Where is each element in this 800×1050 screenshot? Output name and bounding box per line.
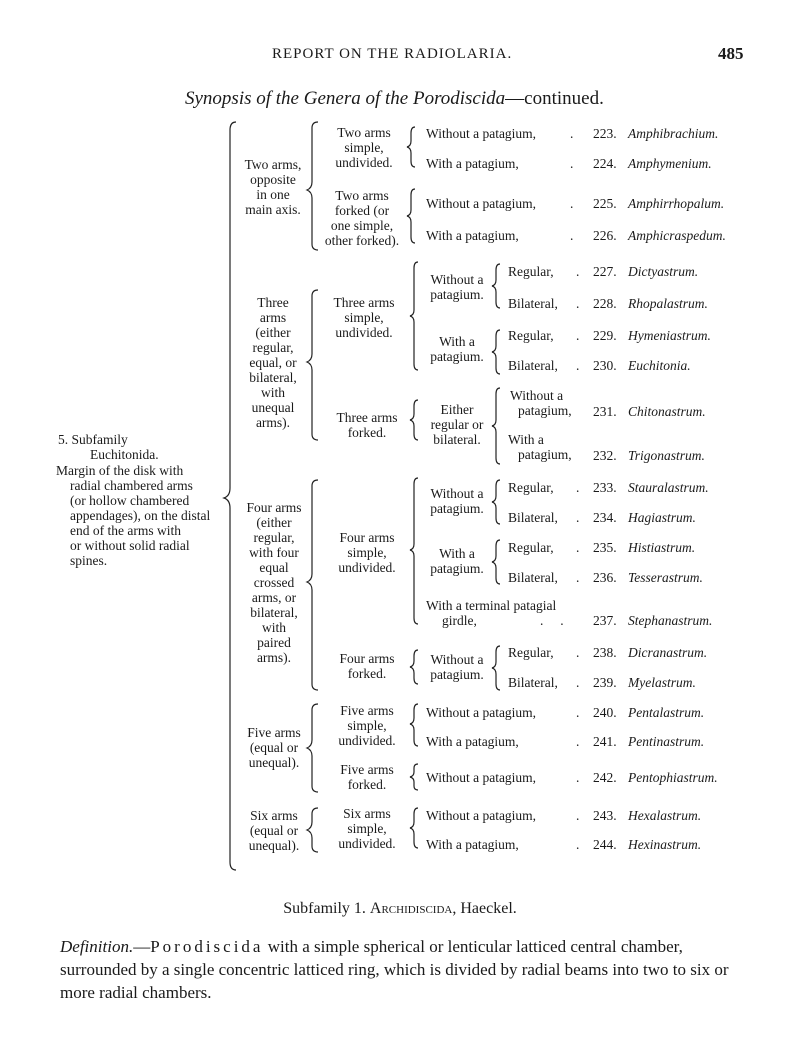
leader-dot: . — [576, 645, 580, 660]
brace-three — [307, 290, 318, 440]
section-prefix: Subfamily 1. — [283, 900, 366, 917]
leader-dot: . — [570, 126, 574, 141]
desc-line: appendages), on the distal — [70, 508, 211, 523]
genus-name: Amphibrachium. — [628, 126, 719, 141]
sub-line: Three arms — [336, 410, 398, 425]
genus-number: 235. — [593, 540, 617, 555]
genus-number: 223. — [593, 126, 617, 141]
mid-either — [420, 402, 494, 447]
sub-line: Five arms — [340, 762, 394, 777]
mid-line: Without a — [430, 652, 484, 667]
genus-name: Trigonastrum. — [628, 448, 705, 463]
genus-name: Dictyastrum. — [628, 264, 699, 279]
genus-number: 228. — [593, 296, 617, 311]
group-line: Four arms — [246, 500, 302, 515]
sub-line: one simple, — [330, 218, 394, 233]
leaf-label: Regular, — [508, 540, 554, 555]
leaf-line: patagium, — [518, 447, 572, 462]
leaf-line: With a terminal patagial — [426, 598, 557, 613]
group-line: opposite — [250, 172, 296, 187]
mid-line: With a — [439, 546, 475, 561]
genus-name: Euchitonia. — [628, 358, 691, 373]
desc-line: end of the arms with — [70, 523, 181, 538]
group-line: (equal or — [249, 740, 299, 755]
group-line: Six arms — [250, 808, 298, 823]
group-line: main axis. — [245, 202, 301, 217]
leader-dot: . — [576, 358, 580, 373]
genus-number: 236. — [593, 570, 617, 585]
genus-name: Hexalastrum. — [628, 808, 702, 823]
definition-dash: — — [133, 937, 151, 956]
genus-name: Histiastrum. — [628, 540, 696, 555]
sub-line: undivided. — [338, 733, 396, 748]
sub-line: simple, — [347, 718, 387, 733]
genus-name: Chitonastrum. — [628, 404, 706, 419]
leaf-label: With a patagium, — [426, 156, 519, 171]
leader-dot: . — [576, 570, 580, 585]
leaf-line: patagium, — [518, 403, 572, 418]
sub-six-simple — [322, 806, 412, 851]
group-four-arms — [240, 500, 308, 665]
brace-four-forked-without — [492, 646, 500, 690]
leader-dot: . — [576, 296, 580, 311]
genus-number: 230. — [593, 358, 617, 373]
brace-four-with — [492, 540, 500, 584]
mid-line: Without a — [430, 272, 484, 287]
leaf-label: Bilateral, — [508, 358, 558, 373]
brace-four-without — [492, 480, 500, 524]
section-heading — [0, 900, 800, 918]
sub-line: Two arms — [337, 125, 391, 140]
group-line: unequal). — [248, 838, 300, 853]
definition-text: with a simple spherical or lenticular latticed central chamber, surrounded by a single concentric latticed ring, which is divided by radial beams into two to six or more radial chambers. — [60, 937, 729, 1002]
leaf-line: Without a — [510, 388, 564, 403]
genus-number: 237. — [593, 613, 617, 628]
leaf-label: Without a patagium, — [426, 705, 537, 720]
mid-with-patagium-3 — [422, 334, 492, 364]
brace-two-simple — [407, 127, 415, 167]
group-line: paired — [257, 635, 291, 650]
genus-name: Dicranastrum. — [628, 645, 708, 660]
synopsis-title-text: Synopsis of the Genera of the Porodiscida — [185, 88, 506, 109]
sub-line: undivided. — [338, 836, 396, 851]
group-three-arms — [240, 295, 306, 430]
genus-number: 224. — [593, 156, 617, 171]
group-line: unequal). — [248, 755, 300, 770]
genus-number: 241. — [593, 734, 617, 749]
group-five-arms — [240, 725, 308, 770]
genus-name: Myelastrum. — [628, 675, 696, 690]
mid-without-patagium-4f — [422, 652, 492, 682]
group-line: Two arms, — [244, 157, 302, 172]
desc-line: Margin of the disk with — [56, 463, 184, 478]
genus-name: Hymeniastrum. — [628, 328, 711, 343]
group-line: (either — [256, 515, 292, 530]
group-line: arms). — [256, 650, 292, 665]
sub-line: undivided. — [335, 325, 393, 340]
genus-name: Rhopalastrum. — [628, 296, 708, 311]
group-six-arms — [240, 808, 308, 853]
leader-dot: . — [576, 540, 580, 555]
genus-number: 242. — [593, 770, 617, 785]
sub-line: Four arms — [339, 530, 395, 545]
leaf-label — [426, 598, 556, 628]
genus-number: 240. — [593, 705, 617, 720]
genus-number: 232. — [593, 448, 617, 463]
sub-five-simple — [322, 703, 412, 748]
group-line: unequal — [251, 400, 295, 415]
leaf-label: Regular, — [508, 264, 554, 279]
group-line: equal, or — [249, 355, 297, 370]
genus-number: 244. — [593, 837, 617, 852]
sub-line: forked. — [347, 666, 387, 681]
genus-number: 238. — [593, 645, 617, 660]
leaf-label — [508, 388, 572, 418]
leader-dot: . — [576, 480, 580, 495]
group-line: crossed — [253, 575, 295, 590]
group-line: in one — [256, 187, 290, 202]
genus-name: Pentophiastrum. — [628, 770, 718, 785]
genus-name: Amphicraspedum. — [628, 228, 726, 243]
genus-name: Amphymenium. — [628, 156, 712, 171]
brace-four — [307, 480, 318, 690]
group-line: regular, — [252, 340, 294, 355]
group-line: regular, — [253, 530, 295, 545]
group-line: (equal or — [249, 823, 299, 838]
leader-dot: . — [570, 156, 574, 171]
leader-dot: . — [576, 734, 580, 749]
leaf-label: Bilateral, — [508, 675, 558, 690]
leaf-line: girdle, — [442, 613, 477, 628]
genus-number: 231. — [593, 404, 617, 419]
leader-dot: . . — [540, 613, 564, 628]
mid-line: Either — [440, 402, 474, 417]
sub-line: Four arms — [339, 651, 395, 666]
group-line: with — [260, 385, 285, 400]
genus-number: 234. — [593, 510, 617, 525]
mid-line: patagium. — [430, 561, 484, 576]
desc-line: or without solid radial — [70, 538, 190, 553]
leaf-label: Regular, — [508, 328, 554, 343]
sub-four-forked — [322, 651, 412, 681]
leaf-label: With a patagium, — [426, 837, 519, 852]
group-line: with — [261, 620, 286, 635]
leaf-label: Without a patagium, — [426, 770, 537, 785]
brace-two-forked — [407, 189, 415, 243]
mid-line: patagium. — [430, 287, 484, 302]
mid-line: patagium. — [430, 501, 484, 516]
definition-label: Definition. — [60, 937, 134, 956]
sub-line: forked. — [347, 777, 387, 792]
leaf-label: Without a patagium, — [426, 126, 537, 141]
mid-line: With a — [439, 334, 475, 349]
leaf-label: With a patagium, — [426, 734, 519, 749]
group-line: (either — [255, 325, 291, 340]
brace-six — [307, 808, 318, 852]
page-number: 485 — [718, 44, 744, 63]
brace-without-regular — [492, 264, 500, 308]
group-line: equal — [259, 560, 289, 575]
group-two-arms — [240, 157, 306, 217]
leaf-label: Without a patagium, — [426, 196, 537, 211]
sub-line: simple, — [344, 310, 384, 325]
genus-name: Hexinastrum. — [628, 837, 702, 852]
sub-line: simple, — [344, 140, 384, 155]
leaf-label: Bilateral, — [508, 296, 558, 311]
genus-name: Pentinastrum. — [628, 734, 705, 749]
sub-three-forked — [322, 410, 412, 440]
definition-term: Porodiscida — [150, 937, 264, 956]
group-line: arms). — [255, 415, 291, 430]
sub-line: forked (or — [334, 203, 390, 218]
group-line: bilateral, — [250, 605, 298, 620]
genus-name: Amphirrhopalum. — [628, 196, 725, 211]
leader-dot: . — [576, 837, 580, 852]
leaf-label: Bilateral, — [508, 510, 558, 525]
leaf-label — [508, 432, 572, 462]
leader-dot: . — [576, 510, 580, 525]
section-name: Archidiscida — [369, 900, 453, 917]
sub-five-forked — [322, 762, 412, 792]
leaf-label: With a patagium, — [426, 228, 519, 243]
genus-name: Tesserastrum. — [628, 570, 703, 585]
mid-with-patagium-4 — [422, 546, 492, 576]
genus-number: 227. — [593, 264, 617, 279]
leader-dot: . — [576, 264, 580, 279]
genus-name: Pentalastrum. — [628, 705, 705, 720]
genus-number: 229. — [593, 328, 617, 343]
sub-three-simple — [322, 295, 406, 340]
brace-five — [307, 704, 318, 792]
genus-number: 239. — [593, 675, 617, 690]
running-title: REPORT ON THE RADIOLARIA. — [272, 46, 513, 62]
sub-line: Six arms — [343, 806, 391, 821]
sub-line: Three arms — [333, 295, 395, 310]
leaf-label: Without a patagium, — [426, 808, 537, 823]
sub-two-simple — [322, 125, 406, 170]
leaf-label: Regular, — [508, 645, 554, 660]
subfamily-name-line: Euchitonida. — [90, 447, 159, 462]
section-suffix: , Haeckel. — [452, 900, 517, 917]
group-line: Three — [257, 295, 289, 310]
genus-name: Stephanastrum. — [628, 613, 713, 628]
group-line: arms — [259, 310, 287, 325]
leaf-label: Regular, — [508, 480, 554, 495]
subfamily-name-line: 5. Subfamily — [58, 432, 128, 447]
genus-name: Hagiastrum. — [628, 510, 696, 525]
sub-two-forked — [316, 188, 408, 248]
group-line: arms, or — [251, 590, 297, 605]
genus-number: 226. — [593, 228, 617, 243]
mid-line: patagium. — [430, 667, 484, 682]
genus-number: 243. — [593, 808, 617, 823]
leader-dot: . — [576, 770, 580, 785]
brace-main — [224, 122, 236, 870]
mid-line: regular or — [430, 417, 484, 432]
group-line: with four — [249, 545, 299, 560]
leader-dot: . — [570, 228, 574, 243]
sub-line: forked. — [347, 425, 387, 440]
sub-line: undivided. — [338, 560, 396, 575]
genus-number: 233. — [593, 480, 617, 495]
desc-line: (or hollow chambered — [70, 493, 190, 508]
sub-line: Five arms — [340, 703, 394, 718]
leaf-label: Bilateral, — [508, 570, 558, 585]
leader-dot: . — [576, 328, 580, 343]
definition-paragraph — [60, 935, 750, 1004]
genus-number: 225. — [593, 196, 617, 211]
sub-line: simple, — [347, 545, 387, 560]
brace-three-simple — [410, 262, 418, 370]
sub-line: other forked). — [324, 233, 400, 248]
desc-line: radial chambered arms — [70, 478, 193, 493]
sub-line: simple, — [347, 821, 387, 836]
brace-with-regular — [492, 330, 500, 374]
sub-line: undivided. — [335, 155, 393, 170]
leader-dot: . — [570, 196, 574, 211]
mid-without-patagium-3 — [422, 272, 492, 302]
leader-dot: . — [576, 808, 580, 823]
sub-four-simple — [322, 530, 412, 575]
leader-dot: . — [576, 675, 580, 690]
genus-name: Stauralastrum. — [628, 480, 709, 495]
leader-dot: . — [576, 705, 580, 720]
group-line: Five arms — [247, 725, 301, 740]
sub-line: Two arms — [335, 188, 389, 203]
mid-without-patagium-4 — [422, 486, 492, 516]
leaf-line: With a — [508, 432, 544, 447]
mid-line: Without a — [430, 486, 484, 501]
mid-line: patagium. — [430, 349, 484, 364]
desc-line: spines. — [70, 553, 108, 568]
group-line: bilateral, — [249, 370, 297, 385]
mid-line: bilateral. — [433, 432, 481, 447]
synopsis-continued: —continued. — [505, 88, 604, 109]
